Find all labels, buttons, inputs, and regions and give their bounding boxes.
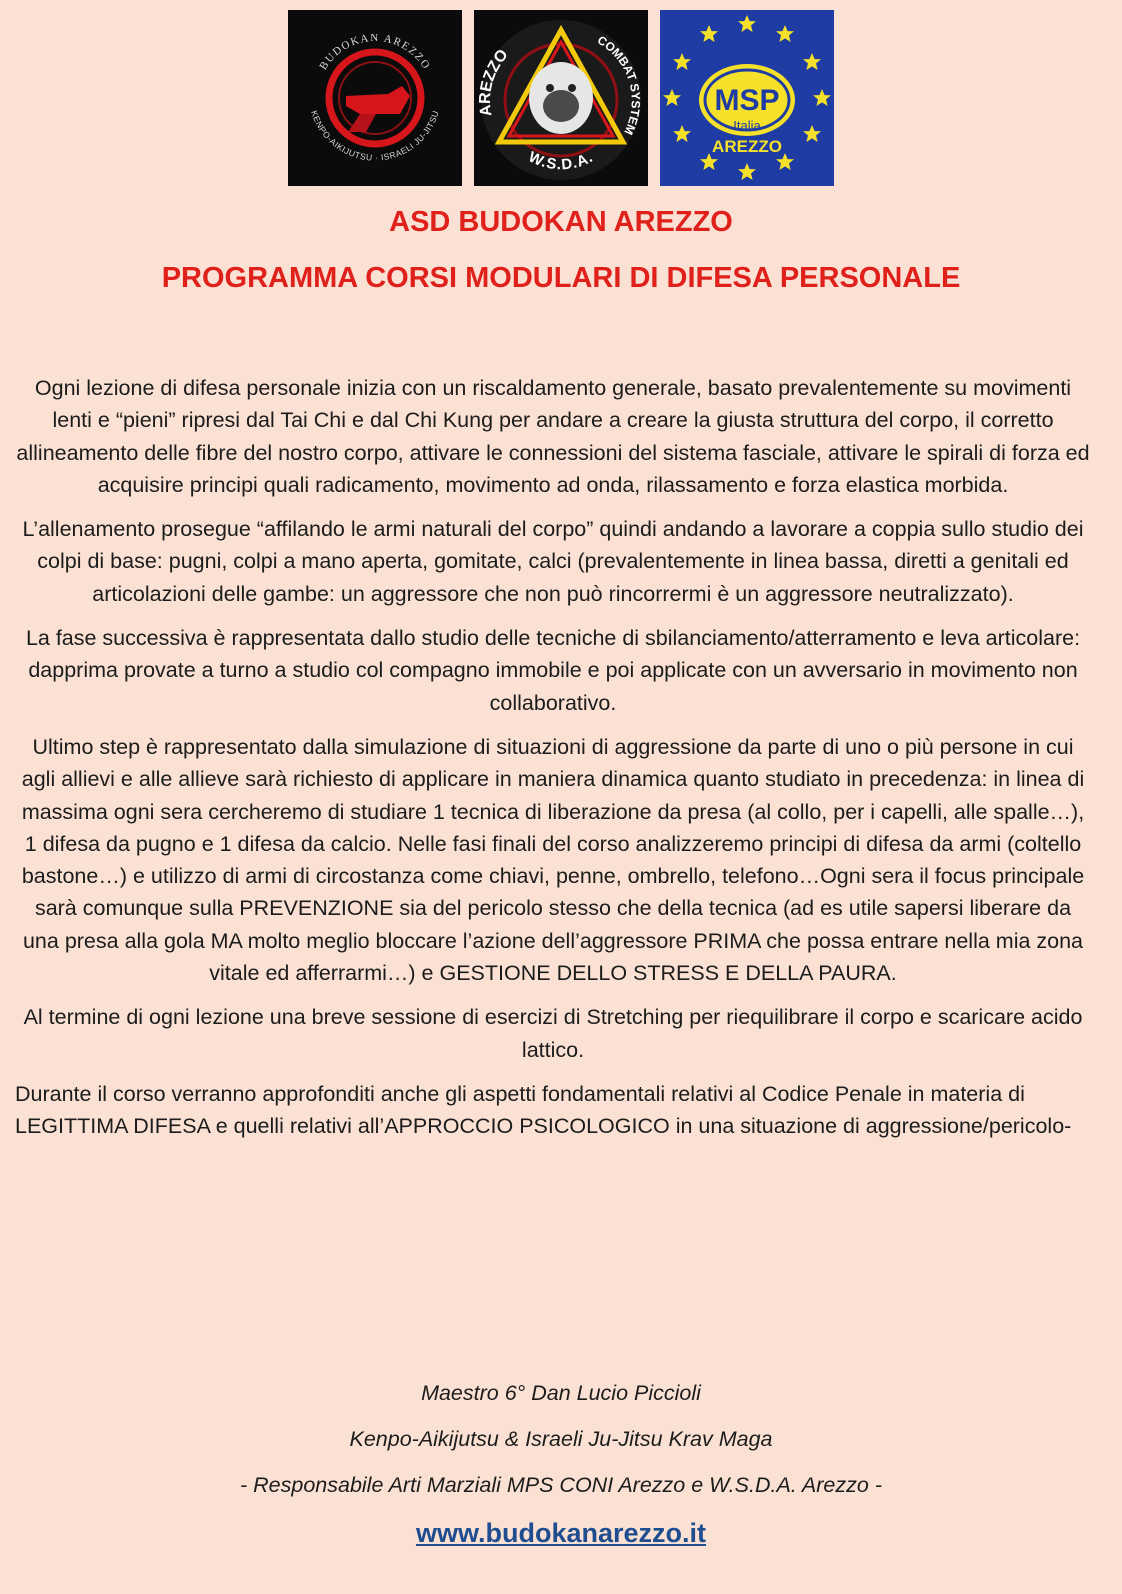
signature-block: [0, 1380, 1122, 1549]
logo-row: [0, 10, 1122, 186]
budokan-logo-top-text: BUDOKAN AREZZO: [317, 32, 433, 73]
paragraph-stretching: Al termine di ogni lezione una breve sessione di esercizi di Stretching per riequilibrare il corpo e scaricare acido lattico.: [23, 1005, 1083, 1062]
paragraph-simulation: Ultimo step è rappresentato dalla simulazione di situazioni di aggressione da parte di uno o più persone in cui agli allievi e alle allieve sarà richiesto di applicare in maniera dinamica quanto studiato in precedenza: in linea di massima ogni sera cercheremo di studiare 1 tecnica di liberazione da presa (al collo, per i capelli, alle spalle…), 1 difesa da pugno e 1 difesa da calcio. Nelle fasi finali del corso analizzeremo principi di difesa da armi (coltello bastone…) e utilizzo di armi di circostanza come chiavi, penne, ombrello, telefono…Ogni sera il focus principale sarà comunque sulla PREVENZIONE sia del pericolo stesso che della tecnica (ad es utile sapersi liberare da una presa alla gola MA molto meglio bloccare l’azione dell’aggressore PRIMA che possa entrare nella mia zona vitale ed afferrarmi…) e GESTIONE DELLO STRESS E DELLA PAURA.: [21, 734, 1085, 986]
paragraph-legal: Durante il corso verranno approfonditi anche gli aspetti fondamentali relativi al Codice Penale in materia di LEGITTIMA DIFESA e quelli relativi all’APPROCCIO PSICOLOGICO in una situazione di aggressione/pericolo-: [15, 1081, 1072, 1139]
page-subtitle: PROGRAMMA CORSI MODULARI DI DIFESA PERSONALE: [161, 262, 961, 294]
arezzo-combat-system-logo: [474, 10, 648, 186]
website-link[interactable]: www.budokanarezzo.it: [415, 1518, 707, 1548]
paragraph-takedowns: La fase successiva è rappresentata dallo studio delle tecniche di sbilanciamento/atterramento e leva articolare: dapprima provate a turno a studio col compagno immobile e poi applicate con un avversario in movimento non collaborativo.: [25, 626, 1081, 715]
msp-logo-city-text: AREZZO: [712, 137, 782, 156]
signature-disciplines: Kenpo-Aikijutsu & Israeli Ju-Jitsu Krav Maga: [349, 1427, 773, 1451]
budokan-arezzo-logo: [288, 10, 462, 186]
msp-logo-sub-text: Italia: [733, 118, 761, 133]
paragraph-striking: L’allenamento prosegue “affilando le armi naturali del corpo” quindi andando a lavorare a coppia sullo studio dei colpi di base: pugni, colpi a mano aperta, gomitate, calci (prevalentemente in linea bassa, diretti a genitali ed articolazioni delle gambe: un aggressore che non può rincorrermi è un aggressore neutralizzato).: [22, 517, 1084, 606]
paragraph-warmup: Ogni lezione di difesa personale inizia con un riscaldamento generale, basato prevalentemente su movimenti lenti e “pieni” ripresi dal Tai Chi e dal Chi Kung per andare a creare la giusta struttura del corpo, il corretto allineamento delle fibre del nostro corpo, attivare le connessioni del sistema fasciale, attivare le spirali di forza ed acquisire principi quali radicamento, movimento ad onda, rilassamento e forza elastica morbida.: [16, 376, 1090, 497]
combat-logo-right-text: COMBAT SYSTEM: [594, 32, 643, 137]
msp-logo-main-text: MSP: [714, 84, 780, 117]
page-title: ASD BUDOKAN AREZZO: [389, 206, 733, 238]
combat-logo-left-text: AREZZO: [476, 46, 512, 118]
msp-italia-arezzo-logo: [660, 10, 834, 186]
budokan-logo-bottom-text: KENPO-AIKIJUTSU · ISRAELI JU-JITSU: [309, 109, 441, 163]
combat-logo-bottom-text: W.S.D.A.: [525, 148, 597, 174]
signature-name: Maestro 6° Dan Lucio Piccioli: [421, 1381, 701, 1405]
signature-role: - Responsabile Arti Marziali MPS CONI Arezzo e W.S.D.A. Arezzo -: [240, 1473, 882, 1497]
program-description: [15, 372, 1091, 1155]
